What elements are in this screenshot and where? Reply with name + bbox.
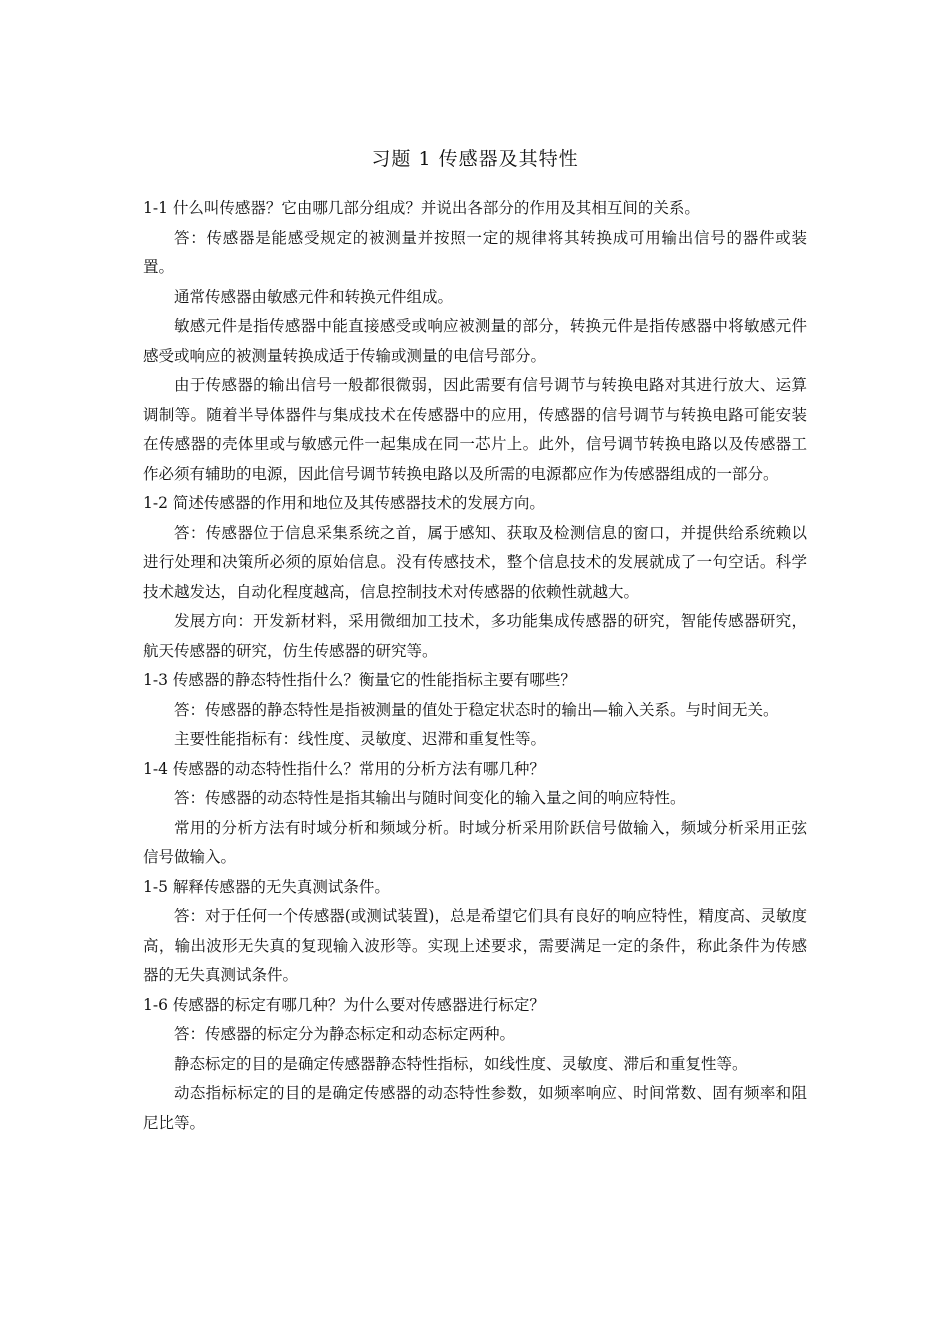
page-title: 习题 1 传感器及其特性 (371, 148, 579, 170)
answer-paragraph: 答：传感器的静态特性是指被测量的值处于稳定状态时的输出—输入关系。与时间无关。 (174, 700, 779, 719)
question-1-1: 1-1 什么叫传感器？它由哪几部分组成？并说出各部分的作用及其相互间的关系。 (143, 199, 700, 217)
question-1-2: 1-2 简述传感器的作用和地位及其传感器技术的发展方向。 (143, 494, 545, 512)
answer-paragraph: 发展方向：开发新材料，采用微细加工技术，多功能集成传感器的研究，智能传感器研究，航天传感器的研究，仿生传感器的研究等。 (143, 612, 807, 660)
answer-paragraph: 答：传感器是能感受规定的被测量并按照一定的规律将其转换成可用输出信号的器件或装置。 (143, 228, 807, 276)
answer-paragraph: 答：传感器的动态特性是指其输出与随时间变化的输入量之间的响应特性。 (174, 789, 686, 807)
answer-paragraph: 主要性能指标有：线性度、灵敏度、迟滞和重复性等。 (174, 730, 547, 748)
answer-paragraph: 答：对于任何一个传感器(或测试装置)，总是希望它们具有良好的响应特性，精度高、灵敏度高，输出波形无失真的复现输入波形等。实现上述要求，需要满足一定的条件，称此条件为传感器的无失真测试条件。 (143, 907, 807, 984)
question-1-5: 1-5 解释传感器的无失真测试条件。 (143, 877, 390, 896)
question-1-4: 1-4 传感器的动态特性指什么？常用的分析方法有哪几种？ (143, 759, 545, 778)
answer-paragraph: 敏感元件是指传感器中能直接感受或响应被测量的部分，转换元件是指传感器中将敏感元件感受或响应的被测量转换成适于传输或测量的电信号部分。 (143, 317, 807, 365)
document-body (143, 194, 807, 1138)
answer-paragraph: 由于传感器的输出信号一般都很微弱，因此需要有信号调节与转换电路对其进行放大、运算调制等。随着半导体器件与集成技术在传感器中的应用，传感器的信号调节与转换电路可能安装在传感器的壳体里或与敏感元件一起集成在同一芯片上。此外，信号调节转换电路以及传感器工作必须有辅助的电源，因此信号调节转换电路以及所需的电源都应作为传感器组成的一部分。 (143, 376, 807, 483)
answer-paragraph: 动态指标标定的目的是确定传感器的动态特性参数，如频率响应、时间常数、固有频率和阻尼比等。 (143, 1084, 807, 1132)
answer-paragraph: 常用的分析方法有时域分析和频域分析。时域分析采用阶跃信号做输入，频域分析采用正弦信号做输入。 (143, 818, 807, 866)
answer-paragraph: 通常传感器由敏感元件和转换元件组成。 (174, 287, 454, 306)
question-1-6: 1-6 传感器的标定有哪几种？为什么要对传感器进行标定？ (143, 995, 545, 1014)
answer-paragraph: 静态标定的目的是确定传感器静态特性指标，如线性度、灵敏度、滞后和重复性等。 (174, 1054, 748, 1073)
question-1-3: 1-3 传感器的静态特性指什么？衡量它的性能指标主要有哪些？ (143, 671, 576, 689)
answer-paragraph: 答：传感器位于信息采集系统之首，属于感知、获取及检测信息的窗口，并提供给系统赖以进行处理和决策所必须的原始信息。没有传感技术，整个信息技术的发展就成了一句空话。科学技术越发达，自动化程度越高，信息控制技术对传感器的依赖性就越大。 (143, 523, 807, 601)
answer-paragraph: 答：传感器的标定分为静态标定和动态标定两种。 (174, 1025, 516, 1043)
